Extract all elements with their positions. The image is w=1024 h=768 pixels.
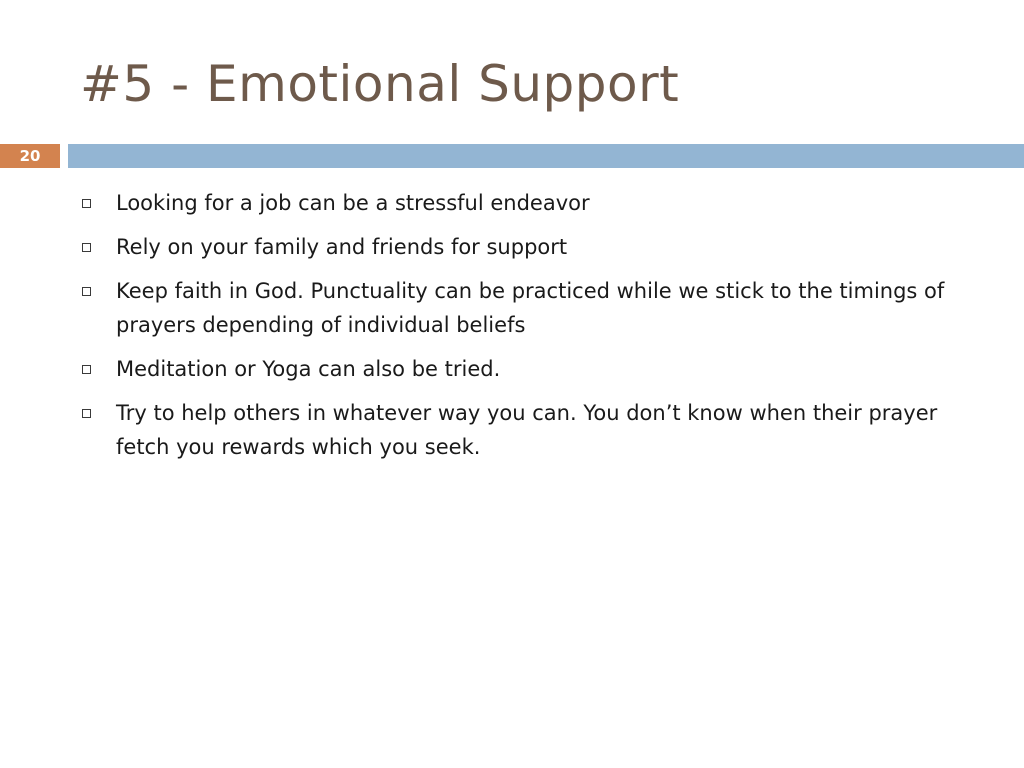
bullet-item bbox=[78, 274, 978, 342]
hollow-square-bullet-icon bbox=[82, 365, 91, 374]
bullet-text: Meditation or Yoga can also be tried. bbox=[116, 357, 501, 381]
hollow-square-bullet-icon bbox=[82, 287, 91, 296]
bullet-item bbox=[78, 186, 978, 220]
bullet-text: Keep faith in God. Punctuality can be practiced while we stick to the timings of prayers depending of individual beliefs bbox=[116, 279, 945, 337]
bullet-text: Try to help others in whatever way you can. You don’t know when their prayer fetch you rewards which you seek. bbox=[116, 401, 938, 459]
slide-number-badge: 20 bbox=[0, 144, 60, 168]
hollow-square-bullet-icon bbox=[82, 243, 91, 252]
slide-title: #5 - Emotional Support bbox=[80, 55, 680, 113]
bullet-item bbox=[78, 230, 978, 264]
bullet-item bbox=[78, 396, 978, 464]
hollow-square-bullet-icon bbox=[82, 409, 91, 418]
bullet-list bbox=[78, 186, 978, 474]
hollow-square-bullet-icon bbox=[82, 199, 91, 208]
bullet-text: Rely on your family and friends for support bbox=[116, 235, 568, 259]
title-divider-bar bbox=[68, 144, 1024, 168]
bullet-item bbox=[78, 352, 978, 386]
bullet-text: Looking for a job can be a stressful endeavor bbox=[116, 191, 590, 215]
